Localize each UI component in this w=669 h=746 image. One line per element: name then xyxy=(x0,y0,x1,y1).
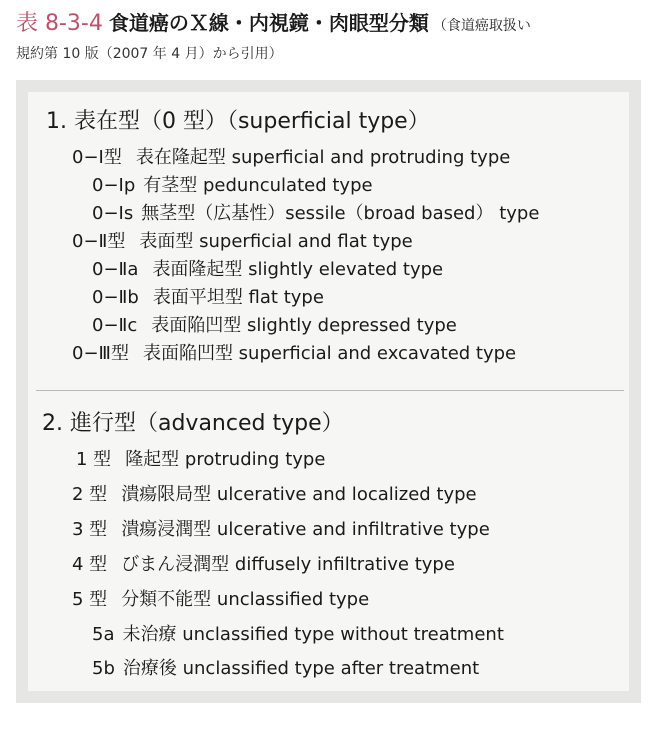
row-code: 0−Ⅱc xyxy=(92,315,138,336)
row-desc: 隆起型 protruding type xyxy=(125,449,326,470)
list-item xyxy=(72,146,510,170)
table-header xyxy=(16,8,666,65)
row-code: 0−Ⅲ型 xyxy=(72,343,129,364)
row-code: 0−Ⅱa xyxy=(92,259,139,280)
row-desc: 表在隆起型 superficial and protruding type xyxy=(135,147,511,168)
row-code: 5a xyxy=(92,624,115,645)
row-code: 2 型 xyxy=(72,484,108,505)
row-desc: 表面平坦型 flat type xyxy=(152,287,324,308)
section2-title: 2. 進行型（advanced type） xyxy=(42,411,344,436)
list-item xyxy=(92,657,479,681)
row-desc: 表面隆起型 slightly elevated type xyxy=(152,259,444,280)
row-code: 5 型 xyxy=(72,589,108,610)
list-item xyxy=(72,342,516,366)
title-note: （食道癌取扱い xyxy=(432,18,531,34)
section1-title: 1. 表在型（0 型）（superficial type） xyxy=(46,109,430,134)
row-desc: 表面陥凹型 slightly depressed type xyxy=(151,315,457,336)
list-item xyxy=(92,286,324,310)
row-code: 0−Ⅰ型 xyxy=(72,147,122,168)
row-desc: 無茎型（広基性）sessile（broad based） type xyxy=(141,203,540,224)
row-desc: 分類不能型 unclassified type xyxy=(121,589,370,610)
row-code: 0−Ⅰp xyxy=(92,175,136,196)
row-code: 0−Ⅱb xyxy=(92,287,139,308)
row-code: 0−Ⅱ型 xyxy=(72,231,126,252)
row-code: 5b xyxy=(92,658,115,679)
row-desc: 表面型 superficial and flat type xyxy=(139,231,413,252)
list-item xyxy=(72,518,490,542)
list-item xyxy=(92,258,443,282)
row-desc: 治療後 unclassified type after treatment xyxy=(122,658,480,679)
list-item xyxy=(92,202,539,226)
table-subtitle: 規約第 10 版（2007 年 4 月）から引用） xyxy=(16,46,283,62)
list-item xyxy=(76,448,325,472)
row-desc: 潰瘍限局型 ulcerative and localized type xyxy=(121,484,477,505)
row-desc: 未治療 unclassified type without treatment xyxy=(122,624,504,645)
list-item xyxy=(72,553,455,577)
row-desc: びまん浸潤型 diffusely infiltrative type xyxy=(121,554,455,575)
row-desc: 表面陥凹型 superficial and excavated type xyxy=(142,343,517,364)
row-desc: 潰瘍浸潤型 ulcerative and infiltrative type xyxy=(121,519,490,540)
list-item xyxy=(92,623,504,647)
list-item xyxy=(72,230,413,254)
section-divider xyxy=(36,390,624,391)
table-title: 食道癌のＸ線・内視鏡・肉眼型分類 xyxy=(108,11,429,35)
list-item xyxy=(72,588,369,612)
list-item xyxy=(92,314,457,338)
title-line xyxy=(16,8,666,41)
list-item xyxy=(72,483,477,507)
row-code: 1 型 xyxy=(76,449,112,470)
classification-panel xyxy=(16,80,641,703)
list-item xyxy=(92,174,373,198)
row-code: 0−Ⅰs xyxy=(92,203,134,224)
row-desc: 有茎型 pedunculated type xyxy=(143,175,373,196)
table-number: 表 8-3-4 xyxy=(16,11,103,36)
row-code: 4 型 xyxy=(72,554,108,575)
row-code: 3 型 xyxy=(72,519,108,540)
